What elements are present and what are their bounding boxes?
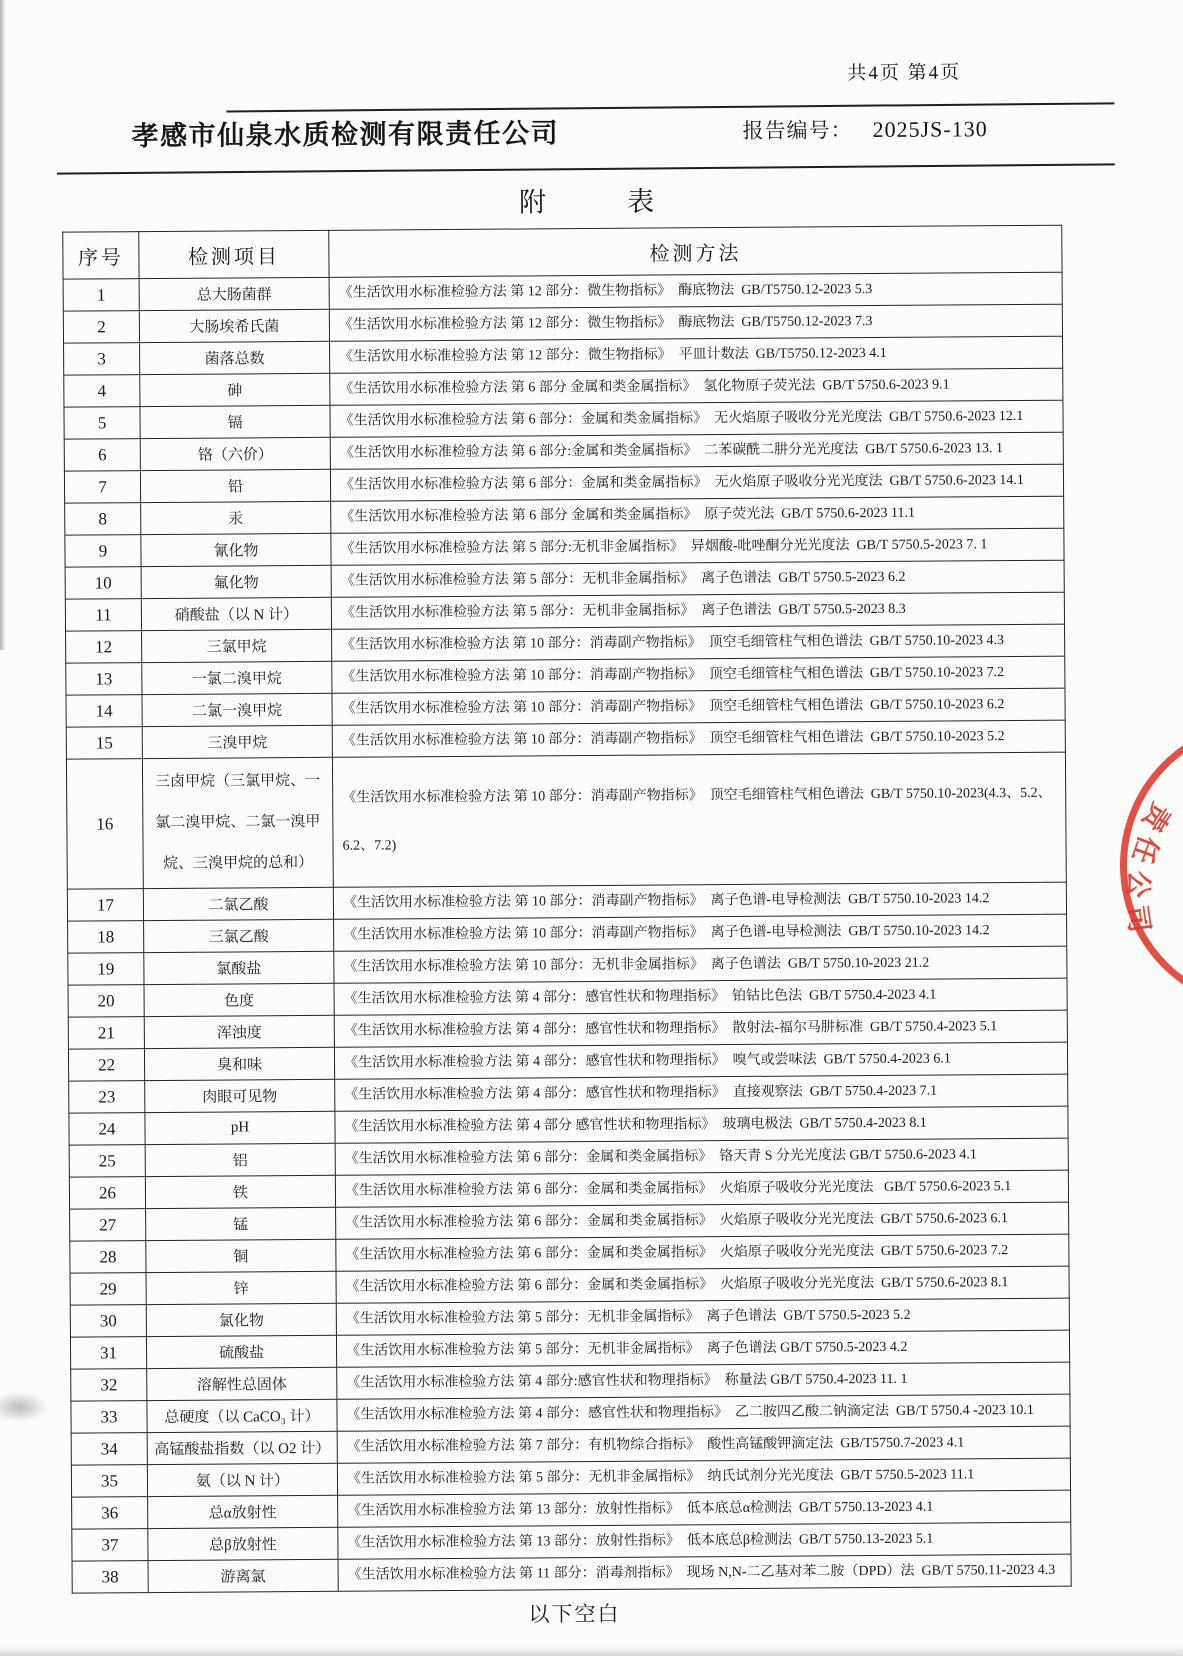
cell-item: 铁 [145,1175,335,1208]
cell-no: 28 [70,1241,146,1274]
header-rule-top [226,102,1114,112]
cell-no: 5 [64,407,140,440]
cell-no: 33 [71,1401,147,1434]
stamp-char: 责 [1136,797,1177,837]
cell-method: 《生活饮用水标准检验方法 第 4 部分：感官性状和物理指标》 直接观察法 GB/T 5750.4-2023 7.1 [335,1074,1068,1111]
cell-method: 《生活饮用水标准检验方法 第 6 部分 金属和类金属指标》 氢化物原子荧光法 GB/T 5750.6-2023 9.1 [330,368,1063,405]
cell-method: 《生活饮用水标准检验方法 第 6 部分：金属和类金属指标》 铬天青 S 分光光度法 GB/T 5750.6-2023 4.1 [335,1138,1068,1175]
stamp-char: 任 [1126,831,1164,868]
cell-method: 《生活饮用水标准检验方法 第 10 部分：消毒副产物指标》 顶空毛细管柱气相色谱法 GB/T 5750.10-2023 6.2 [332,688,1065,725]
cell-item: 三氯乙酸 [144,919,334,952]
column-header-item: 检测项目 [139,230,329,278]
cell-item: 高锰酸盐指数（以 O2 计） [147,1431,337,1464]
cell-method: 《生活饮用水标准检验方法 第 12 部分：微生物指标》 酶底物法 GB/T5750.12-2023 7.3 [329,304,1062,341]
cell-method: 《生活饮用水标准检验方法 第 4 部分:感官性状和物理指标》 称量法 GB/T 5750.4-2023 11. 1 [337,1362,1070,1399]
cell-method: 《生活饮用水标准检验方法 第 4 部分：感官性状和物理指标》 铂钴比色法 GB/T 5750.4-2023 4.1 [334,978,1067,1015]
cell-method: 《生活饮用水标准检验方法 第 4 部分：感官性状和物理指标》 乙二胺四乙酸二钠滴定法 GB/T 5750.4 -2023 10.1 [337,1394,1070,1431]
cell-method: 《生活饮用水标准检验方法 第 6 部分：金属和类金属指标》 无火焰原子吸收分光光度法 GB/T 5750.6-2023 14.1 [330,464,1063,501]
cell-no: 22 [68,1049,144,1082]
cell-no: 31 [70,1337,146,1370]
methods-table [62,225,1071,1594]
cell-item: 菌落总数 [140,341,330,374]
cell-no: 11 [65,599,141,632]
table-header-row [63,225,1062,279]
cell-no: 35 [71,1465,147,1498]
cell-no: 34 [71,1433,147,1466]
cell-no: 23 [69,1081,145,1114]
cell-item: 色度 [144,983,334,1016]
cell-no: 37 [72,1529,148,1562]
cell-method: 《生活饮用水标准检验方法 第 13 部分：放射性指标》 低本底总α检测法 GB/T 5750.13-2023 4.1 [338,1490,1071,1527]
cell-item: pH [145,1111,335,1144]
cell-item: 一氯二溴甲烷 [142,661,332,694]
cell-item: 锌 [146,1271,336,1304]
cell-item: 总大肠菌群 [139,277,329,310]
cell-item: 硝酸盐（以 N 计） [141,597,331,630]
cell-item: 总β放射性 [148,1527,338,1560]
cell-method: 《生活饮用水标准检验方法 第 5 部分：无机非金属指标》 离子色谱法 GB/T 5750.5-2023 8.3 [331,592,1064,629]
cell-method: 《生活饮用水标准检验方法 第 5 部分：无机非金属指标》 离子色谱法 GB/T 5750.5-2023 5.2 [336,1298,1069,1335]
table-body [63,272,1071,1593]
cell-method: 《生活饮用水标准检验方法 第 7 部分：有机物综合指标》 酸性高锰酸钾滴定法 GB/T5750.7-2023 4.1 [337,1426,1070,1463]
cell-no: 17 [67,889,143,922]
cell-item: 氨（以 N 计） [147,1463,337,1496]
cell-item: 浑浊度 [144,1015,334,1048]
table-row [66,752,1066,889]
cell-method: 《生活饮用水标准检验方法 第 4 部分：感官性状和物理指标》 散射法-福尔马肼标准 GB/T 5750.4-2023 5.1 [334,1010,1067,1047]
cell-no: 6 [64,439,140,472]
cell-item: 溶解性总固体 [147,1367,337,1400]
column-header-no: 序号 [63,232,139,280]
cell-no: 20 [68,985,144,1018]
cell-method: 《生活饮用水标准检验方法 第 10 部分：消毒副产物指标》 顶空毛细管柱气相色谱法 GB/T 5750.10-2023 5.2 [332,720,1065,757]
cell-no: 2 [63,311,139,344]
cell-method: 《生活饮用水标准检验方法 第 10 部分：消毒副产物指标》 顶空毛细管柱气相色谱法 GB/T 5750.10-2023 4.3 [332,624,1065,661]
report-number-label: 报告编号： [742,118,853,143]
cell-no: 27 [70,1209,146,1242]
cell-item: 三氯甲烷 [142,629,332,662]
page-indicator: 共4页 第4页 [847,62,962,85]
cell-item: 铜 [146,1239,336,1272]
cell-method: 《生活饮用水标准检验方法 第 5 部分：无机非金属指标》 纳氏试剂分光光度法 GB/T 5750.5-2023 11.1 [337,1458,1070,1495]
cell-no: 13 [66,663,142,696]
cell-no: 32 [71,1369,147,1402]
cell-method: 《生活饮用水标准检验方法 第 5 部分：无机非金属指标》 离子色谱法 GB/T 5750.5-2023 4.2 [336,1330,1069,1367]
cell-item: 总α放射性 [148,1495,338,1528]
cell-method: 《生活饮用水标准检验方法 第 6 部分：金属和类金属指标》 火焰原子吸收分光光度法 GB/T 5750.6-2023 7.2 [336,1234,1069,1271]
cell-no: 4 [64,375,140,408]
report-number-value: 2025JS-130 [872,116,988,143]
cell-method: 《生活饮用水标准检验方法 第 10 部分：消毒副产物指标》 顶空毛细管柱气相色谱法 GB/T 5750.10-2023 7.2 [332,656,1065,693]
cell-item: 锰 [146,1207,336,1240]
cell-method: 《生活饮用水标准检验方法 第 12 部分：微生物指标》 平皿计数法 GB/T5750.12-2023 4.1 [330,336,1063,373]
stamp-char: 司 [1121,903,1155,935]
cell-no: 21 [68,1017,144,1050]
cell-item: 肉眼可见物 [145,1079,335,1112]
cell-no: 14 [66,695,142,728]
cell-no: 18 [68,921,144,954]
stamp-char: 公 [1121,869,1155,900]
cell-method: 《生活饮用水标准检验方法 第 10 部分：消毒副产物指标》 顶空毛细管柱气相色谱法 GB/T 5750.10-2023(4.3、5.2、6.2、7.2) [332,752,1066,887]
cell-method: 《生活饮用水标准检验方法 第 6 部分：金属和类金属指标》 火焰原子吸收分光光度法 GB/T 5750.6-2023 5.1 [335,1170,1068,1207]
table-row [72,1554,1071,1593]
cell-method: 《生活饮用水标准检验方法 第 6 部分：金属和类金属指标》 火焰原子吸收分光光度法 GB/T 5750.6-2023 6.1 [336,1202,1069,1239]
cell-method: 《生活饮用水标准检验方法 第 4 部分：感官性状和物理指标》 嗅气或尝味法 GB/T 5750.4-2023 6.1 [334,1042,1067,1079]
cell-item: 游离氯 [148,1559,338,1592]
page-title: 附 表 [518,186,655,218]
cell-item: 氯酸盐 [144,951,334,984]
cell-method: 《生活饮用水标准检验方法 第 10 部分：消毒副产物指标》 离子色谱-电导检测法 GB/T 5750.10-2023 14.2 [333,882,1066,919]
cell-method: 《生活饮用水标准检验方法 第 6 部分：金属和类金属指标》 火焰原子吸收分光光度法 GB/T 5750.6-2023 8.1 [336,1266,1069,1303]
cell-method: 《生活饮用水标准检验方法 第 12 部分：微生物指标》 酶底物法 GB/T5750.12-2023 5.3 [329,272,1062,309]
cell-no: 9 [65,535,141,568]
cell-no: 12 [66,631,142,664]
cell-no: 3 [64,343,140,376]
cell-method: 《生活饮用水标准检验方法 第 6 部分：金属和类金属指标》 无火焰原子吸收分光光度法 GB/T 5750.6-2023 12.1 [330,400,1063,437]
cell-method: 《生活饮用水标准检验方法 第 10 部分：消毒副产物指标》 离子色谱-电导检测法 GB/T 5750.10-2023 14.2 [334,914,1067,951]
footer-note: 以下空白 [528,1601,621,1627]
cell-no: 8 [65,503,141,536]
cell-no: 25 [69,1145,145,1178]
cell-no: 1 [63,279,139,312]
cell-no: 16 [66,759,143,890]
cell-item: 三溴甲烷 [142,725,332,758]
cell-item: 氰化物 [141,533,331,566]
cell-no: 19 [68,953,144,986]
cell-item: 铬（六价） [140,437,330,470]
cell-item: 镉 [140,405,330,438]
cell-item: 臭和味 [144,1047,334,1080]
column-header-method: 检测方法 [329,225,1062,277]
cell-item: 砷 [140,373,330,406]
company-name: 孝感市仙泉水质检测有限责任公司 [131,118,560,152]
cell-item: 总硬度（以 CaCO₃ 计） [147,1399,337,1432]
report-number [742,113,987,145]
cell-method: 《生活饮用水标准检验方法 第 4 部分 感官性状和物理指标》 玻璃电极法 GB/T 5750.4-2023 8.1 [335,1106,1068,1143]
cell-method: 《生活饮用水标准检验方法 第 5 部分:无机非金属指标》 异烟酸-吡唑酮分光光度法 GB/T 5750.5-2023 7. 1 [331,528,1064,565]
header-rule-bottom [57,163,1115,174]
cell-item: 二氯一溴甲烷 [142,693,332,726]
cell-no: 26 [69,1177,145,1210]
cell-item: 大肠埃希氏菌 [139,309,329,342]
cell-no: 7 [64,471,140,504]
cell-no: 15 [66,727,142,760]
cell-no: 10 [65,567,141,600]
cell-item: 氯化物 [146,1303,336,1336]
cell-item: 铝 [145,1143,335,1176]
cell-method: 《生活饮用水标准检验方法 第 10 部分：无机非金属指标》 离子色谱法 GB/T 5750.10-2023 21.2 [334,946,1067,983]
cell-method: 《生活饮用水标准检验方法 第 11 部分：消毒剂指标》 现场 N,N-二乙基对苯二胺（DPD）法 GB/T 5750.11-2023 4.3 [338,1554,1071,1591]
cell-method: 《生活饮用水标准检验方法 第 6 部分 金属和类金属指标》 原子荧光法 GB/T 5750.6-2023 11.1 [331,496,1064,533]
cell-item: 三卤甲烷（三氯甲烷、一氯二溴甲烷、二氯一溴甲烷、三溴甲烷的总和） [142,757,333,888]
cell-item: 铅 [140,469,330,502]
cell-item: 汞 [141,501,331,534]
cell-method: 《生活饮用水标准检验方法 第 5 部分：无机非金属指标》 离子色谱法 GB/T 5750.5-2023 6.2 [331,560,1064,597]
cell-no: 24 [69,1113,145,1146]
cell-item: 硫酸盐 [146,1335,336,1368]
cell-no: 38 [72,1561,148,1594]
cell-no: 36 [72,1497,148,1530]
cell-item: 二氯乙酸 [143,887,333,920]
cell-item: 氟化物 [141,565,331,598]
cell-no: 30 [70,1305,146,1338]
cell-method: 《生活饮用水标准检验方法 第 6 部分:金属和类金属指标》 二苯碳酰二肼分光光度法 GB/T 5750.6-2023 13. 1 [330,432,1063,469]
cell-method: 《生活饮用水标准检验方法 第 13 部分：放射性指标》 低本底总β检测法 GB/T 5750.13-2023 5.1 [338,1522,1071,1559]
cell-no: 29 [70,1273,146,1306]
